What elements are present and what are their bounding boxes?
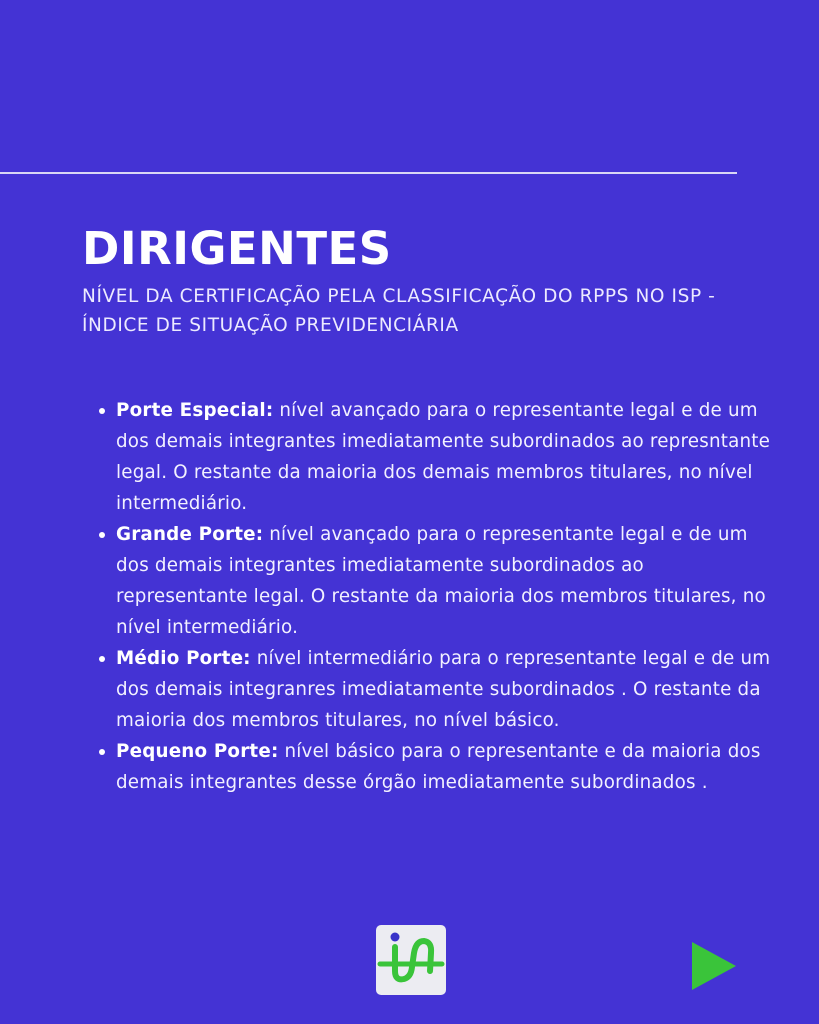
item-text: nível básico para o representante e da maioria dos demais integrantes desse órgão imediatamente subordinados . [116,741,761,793]
page-title: DIRIGENTES [82,222,392,275]
brand-logo-icon [376,925,446,995]
item-label: Médio Porte: [116,648,251,669]
list-item-medio-porte [116,643,776,736]
bullet-icon [99,656,105,662]
item-label: Grande Porte: [116,524,264,545]
bullet-icon [99,749,105,755]
item-text: nível avançado para o representante legal e de um dos demais integrantes imediatamente subordinados ao representante legal. O restante da maioria dos membros titulares, no nível intermediário. [116,524,766,638]
item-label: Porte Especial: [116,400,274,421]
item-text: nível intermediário para o representante legal e de um dos demais integranres imediatamente subordinados . O restante da maioria dos membros titulares, no nível básico. [116,648,771,731]
bullet-icon [99,532,105,538]
item-label: Pequeno Porte: [116,741,279,762]
top-divider [0,172,737,174]
bullet-icon [99,408,105,414]
page-subtitle: NÍVEL DA CERTIFICAÇÃO PELA CLASSIFICAÇÃO DO RPPS NO ISP - ÍNDICE DE SITUAÇÃO PREVIDENCIÁRIA [82,286,716,336]
porte-list [116,395,776,798]
list-item-porte-especial [116,395,776,519]
list-item-grande-porte [116,519,776,643]
item-text: nível avançado para o representante legal e de um dos demais integrantes imediatamente subordinados ao represntante legal. O restante da maioria dos demais membros titulares, no nível intermediário. [116,400,771,514]
play-next-icon[interactable] [690,940,738,992]
list-item-pequeno-porte [116,736,776,798]
